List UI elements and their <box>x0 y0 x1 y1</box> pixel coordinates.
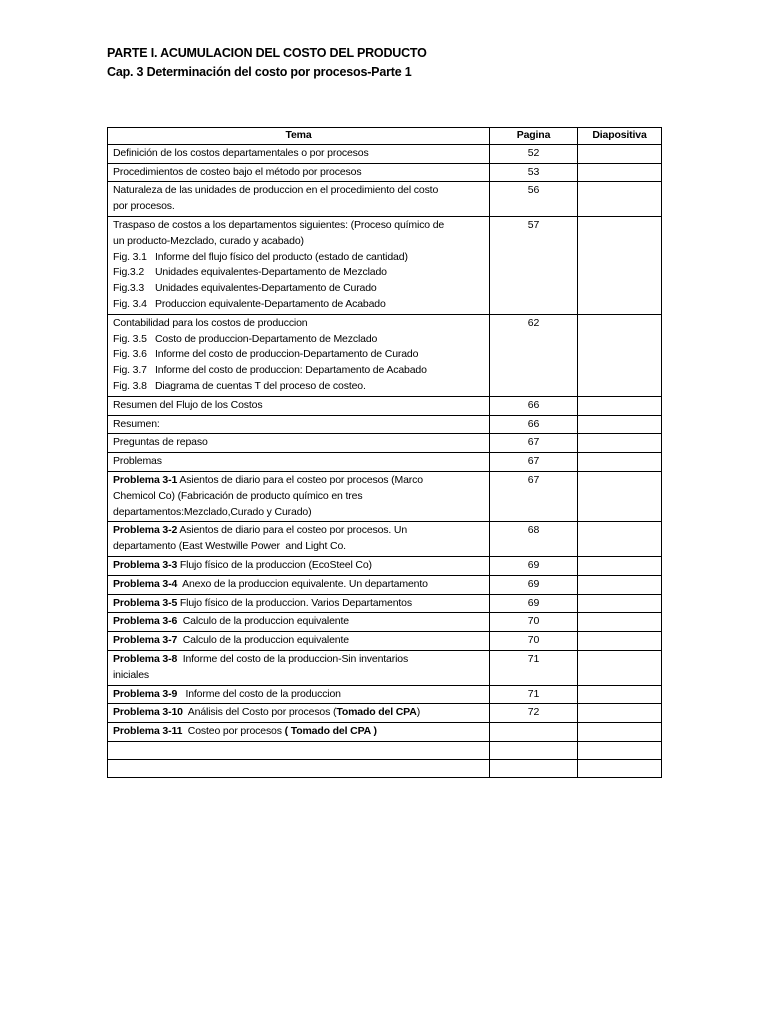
tema-text: Naturaleza de las unidades de produccion en el procedimiento del costo <box>113 184 439 197</box>
table-row <box>108 632 662 651</box>
tema-cell <box>108 471 490 521</box>
table-row <box>108 453 662 472</box>
tema-line <box>113 539 484 555</box>
tema-line <box>113 218 484 234</box>
problem-number: Problema 3-7 <box>113 634 178 647</box>
tema-line <box>113 316 484 332</box>
diapositiva-cell <box>578 434 662 453</box>
tema-line <box>113 705 484 721</box>
diapositiva-cell <box>578 556 662 575</box>
pagina-cell: 69 <box>490 575 578 594</box>
tema-text: Traspaso de costos a los departamentos siguientes: (Proceso químico de <box>113 218 445 231</box>
tema-text: Asientos de diario para el costeo por procesos. Un <box>177 524 408 537</box>
tema-cell <box>108 575 490 594</box>
diapositiva-cell <box>578 685 662 704</box>
diapositiva-cell <box>578 415 662 434</box>
source-note: ( Tomado del CPA ) <box>284 725 377 738</box>
tema-line <box>113 473 484 489</box>
tema-text: un producto-Mezclado, curado y acabado) <box>113 234 304 247</box>
tema-line <box>113 614 484 630</box>
figure-title: Costo de produccion-Departamento de Mezclado <box>155 332 378 345</box>
figure-line <box>113 265 484 281</box>
figure-title: Unidades equivalentes-Departamento de Curado <box>155 282 377 295</box>
tema-line <box>113 435 484 451</box>
tema-line <box>113 234 484 250</box>
tema-line <box>113 417 484 433</box>
tema-line <box>113 577 484 593</box>
tema-text: Procedimientos de costeo bajo el método por procesos <box>113 165 362 178</box>
figure-label: Fig.3.3 <box>113 282 145 295</box>
tema-text: Anexo de la produccion equivalente. Un departamento <box>177 577 428 590</box>
tema-line <box>113 183 484 199</box>
empty-cell <box>490 759 578 777</box>
source-note: Tomado del CPA <box>336 706 417 719</box>
table-row <box>108 594 662 613</box>
figure-line <box>113 379 484 395</box>
table-row <box>108 522 662 557</box>
tema-cell <box>108 453 490 472</box>
pagina-cell: 67 <box>490 453 578 472</box>
tema-cell <box>108 522 490 557</box>
tema-line <box>113 165 484 181</box>
figure-line <box>113 250 484 266</box>
tema-text: Preguntas de repaso <box>113 436 208 449</box>
tema-cell <box>108 396 490 415</box>
tema-text: Informe del costo de la produccion <box>177 687 341 700</box>
table-row <box>108 704 662 723</box>
column-header-tema: Tema <box>108 128 490 145</box>
figure-label: Fig.3.2 <box>113 266 145 279</box>
tema-text: iniciales <box>113 668 149 681</box>
figure-title: Informe del costo de produccion-Departamento de Curado <box>155 348 419 361</box>
pagina-cell: 56 <box>490 182 578 217</box>
pagina-cell: 71 <box>490 685 578 704</box>
tema-line <box>113 668 484 684</box>
figure-line <box>113 347 484 363</box>
table-row <box>108 216 662 314</box>
figure-title: Unidades equivalentes-Departamento de Mezclado <box>155 266 387 279</box>
table-row <box>108 613 662 632</box>
tema-text: Contabilidad para los costos de produccion <box>113 316 308 329</box>
tema-text: departamento (East Westwille Power and Light Co. <box>113 540 346 553</box>
diapositiva-cell <box>578 314 662 396</box>
pagina-cell: 66 <box>490 396 578 415</box>
tema-cell <box>108 723 490 742</box>
pagina-cell: 53 <box>490 163 578 182</box>
table-row <box>108 396 662 415</box>
tema-cell <box>108 613 490 632</box>
tema-line <box>113 596 484 612</box>
pagina-cell: 70 <box>490 613 578 632</box>
table-row <box>108 650 662 685</box>
diapositiva-cell <box>578 613 662 632</box>
pagina-cell: 67 <box>490 434 578 453</box>
figure-line <box>113 297 484 313</box>
empty-cell <box>108 759 490 777</box>
tema-cell <box>108 163 490 182</box>
document-heading <box>107 44 427 82</box>
problem-number: Problema 3-11 <box>113 725 183 738</box>
contents-table <box>107 127 662 778</box>
pagina-cell: 62 <box>490 314 578 396</box>
pagina-cell: 66 <box>490 415 578 434</box>
pagina-cell: 69 <box>490 594 578 613</box>
figure-title: Produccion equivalente-Departamento de Acabado <box>155 297 386 310</box>
column-header-diapositiva: Diapositiva <box>578 128 662 145</box>
problem-number: Problema 3-8 <box>113 652 178 665</box>
tema-text: por procesos. <box>113 200 175 213</box>
table-row <box>108 163 662 182</box>
figure-title: Informe del costo de produccion: Departamento de Acabado <box>155 364 427 377</box>
figure-line <box>113 281 484 297</box>
pagina-cell: 69 <box>490 556 578 575</box>
part-title: PARTE I. ACUMULACION DEL COSTO DEL PRODUCTO <box>107 46 427 60</box>
tema-cell <box>108 650 490 685</box>
tema-line <box>113 523 484 539</box>
table-row <box>108 314 662 396</box>
tema-text: Informe del costo de la produccion-Sin inventarios <box>177 652 409 665</box>
column-header-pagina: Pagina <box>490 128 578 145</box>
tema-line <box>113 687 484 703</box>
problem-number: Problema 3-4 <box>113 577 178 590</box>
empty-row <box>108 741 662 759</box>
tema-cell <box>108 415 490 434</box>
empty-cell <box>490 741 578 759</box>
tema-line <box>113 633 484 649</box>
diapositiva-cell <box>578 650 662 685</box>
problem-number: Problema 3-9 <box>113 687 178 700</box>
diapositiva-cell <box>578 723 662 742</box>
table-row <box>108 556 662 575</box>
tema-text: Resumen: <box>113 417 160 430</box>
table-row <box>108 685 662 704</box>
tema-cell <box>108 182 490 217</box>
tema-text: Resumen del Flujo de los Costos <box>113 398 263 411</box>
tema-line <box>113 489 484 505</box>
pagina-cell: 67 <box>490 471 578 521</box>
tema-text: Calculo de la produccion equivalente <box>177 634 349 647</box>
empty-cell <box>108 741 490 759</box>
tema-line <box>113 454 484 470</box>
table-row <box>108 723 662 742</box>
table-row <box>108 415 662 434</box>
problem-number: Problema 3-1 <box>113 473 178 486</box>
figure-label: Fig. 3.4 <box>113 297 147 310</box>
problem-number: Problema 3-5 <box>113 596 178 609</box>
table-row <box>108 144 662 163</box>
tema-line <box>113 652 484 668</box>
pagina-cell: 71 <box>490 650 578 685</box>
pagina-cell: 68 <box>490 522 578 557</box>
diapositiva-cell <box>578 594 662 613</box>
tema-cell <box>108 685 490 704</box>
source-note-tail: ) <box>416 706 421 719</box>
table-body <box>108 144 662 777</box>
table-row <box>108 471 662 521</box>
table-row <box>108 575 662 594</box>
pagina-cell: 57 <box>490 216 578 314</box>
tema-cell <box>108 144 490 163</box>
tema-line <box>113 199 484 215</box>
tema-text: Definición de los costos departamentales o por procesos <box>113 146 369 159</box>
tema-cell <box>108 632 490 651</box>
tema-text: Problemas <box>113 455 162 468</box>
pagina-cell: 72 <box>490 704 578 723</box>
problem-number: Problema 3-2 <box>113 524 178 537</box>
tema-text: Costeo por procesos <box>182 725 285 738</box>
tema-text: departamentos:Mezclado,Curado y Curado) <box>113 505 312 518</box>
figure-title: Informe del flujo físico del producto (estado de cantidad) <box>155 250 408 263</box>
tema-cell <box>108 704 490 723</box>
empty-cell <box>578 741 662 759</box>
figure-title: Diagrama de cuentas T del proceso de costeo. <box>155 379 366 392</box>
empty-row <box>108 759 662 777</box>
pagina-cell <box>490 723 578 742</box>
tema-line <box>113 146 484 162</box>
tema-line <box>113 724 484 740</box>
tema-text: Flujo físico de la produccion. Varios Departamentos <box>177 596 412 609</box>
figure-label: Fig. 3.1 <box>113 250 147 263</box>
tema-cell <box>108 434 490 453</box>
diapositiva-cell <box>578 182 662 217</box>
diapositiva-cell <box>578 632 662 651</box>
diapositiva-cell <box>578 522 662 557</box>
tema-cell <box>108 314 490 396</box>
diapositiva-cell <box>578 575 662 594</box>
tema-text: Flujo físico de la produccion (EcoSteel Co) <box>177 558 372 571</box>
chapter-title: Cap. 3 Determinación del costo por procesos-Parte 1 <box>107 65 412 79</box>
table-row <box>108 182 662 217</box>
diapositiva-cell <box>578 396 662 415</box>
diapositiva-cell <box>578 704 662 723</box>
problem-number: Problema 3-3 <box>113 558 178 571</box>
diapositiva-cell <box>578 216 662 314</box>
tema-text: Calculo de la produccion equivalente <box>177 615 349 628</box>
tema-line <box>113 558 484 574</box>
figure-label: Fig. 3.7 <box>113 364 147 377</box>
diapositiva-cell <box>578 163 662 182</box>
tema-line <box>113 398 484 414</box>
tema-cell <box>108 216 490 314</box>
pagina-cell: 52 <box>490 144 578 163</box>
tema-cell <box>108 594 490 613</box>
figure-label: Fig. 3.5 <box>113 332 147 345</box>
problem-number: Problema 3-10 <box>113 706 183 719</box>
diapositiva-cell <box>578 471 662 521</box>
tema-text: Asientos de diario para el costeo por procesos (Marco <box>177 473 423 486</box>
pagina-cell: 70 <box>490 632 578 651</box>
figure-label: Fig. 3.8 <box>113 379 147 392</box>
diapositiva-cell <box>578 144 662 163</box>
table-header-row <box>108 128 662 145</box>
tema-cell <box>108 556 490 575</box>
figure-line <box>113 332 484 348</box>
tema-line <box>113 505 484 521</box>
tema-text: Análisis del Costo por procesos ( <box>182 706 337 719</box>
figure-label: Fig. 3.6 <box>113 348 147 361</box>
tema-text: Chemicol Co) (Fabricación de producto químico en tres <box>113 489 363 502</box>
figure-line <box>113 363 484 379</box>
empty-cell <box>578 759 662 777</box>
problem-number: Problema 3-6 <box>113 615 178 628</box>
table-row <box>108 434 662 453</box>
diapositiva-cell <box>578 453 662 472</box>
